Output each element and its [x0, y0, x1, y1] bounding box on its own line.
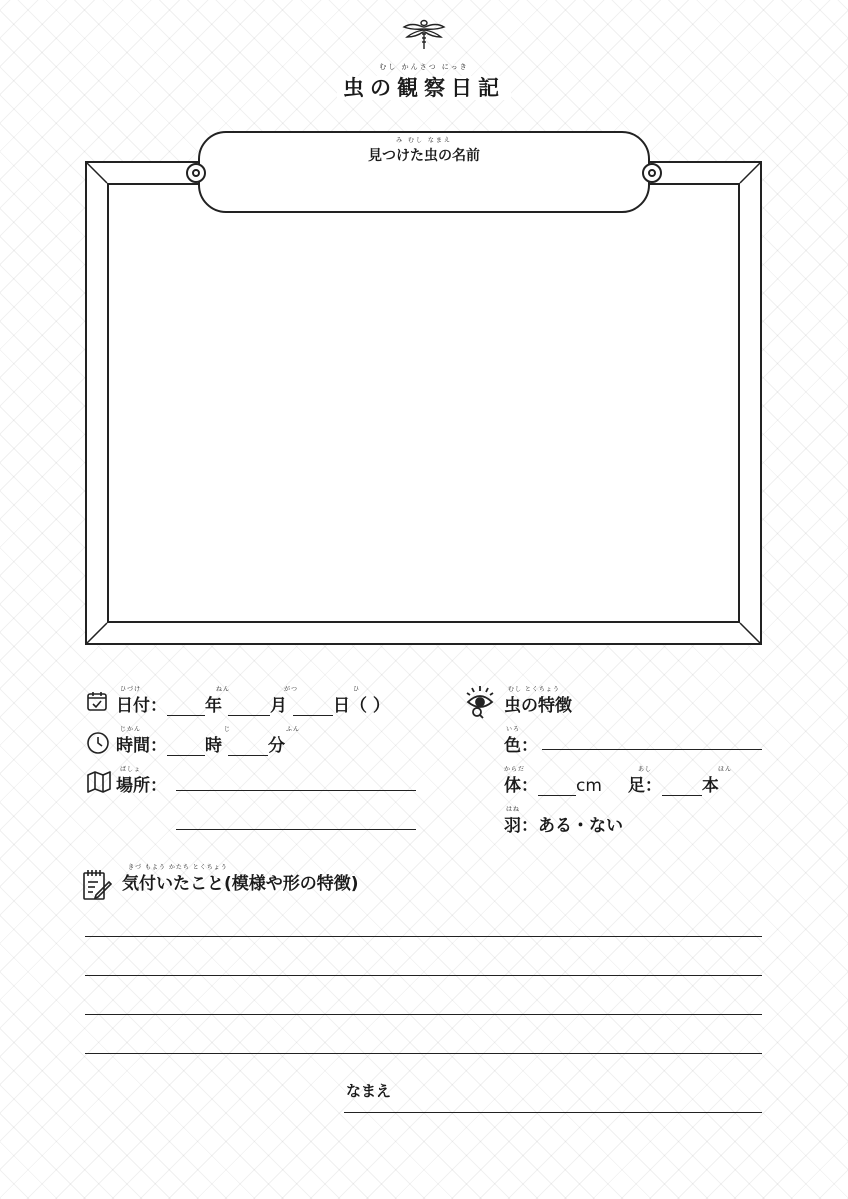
legs-colon: ：: [644, 776, 662, 796]
month-input[interactable]: [228, 697, 270, 716]
hour-input[interactable]: [167, 737, 205, 756]
dragonfly-icon: [402, 18, 446, 50]
legs-unit-ruby: ほん: [718, 766, 733, 773]
notes-ruby: きづ もよう かたち とくちょう: [128, 864, 228, 871]
weekday-parens[interactable]: （ ）: [350, 696, 390, 716]
minute-input[interactable]: [228, 737, 268, 756]
notes-line-2[interactable]: [85, 975, 762, 976]
features-heading: 虫の特徴: [504, 696, 572, 716]
wings-row: [504, 804, 704, 834]
place-input-line-1[interactable]: [176, 790, 416, 791]
frame-bevel: [85, 161, 762, 645]
insect-name-ruby: み むし なまえ: [396, 137, 452, 144]
features-heading-block: [504, 684, 704, 714]
year-ruby: ねん: [216, 686, 231, 693]
wings-line: [504, 811, 623, 836]
color-ruby: いろ: [506, 726, 521, 733]
calendar-icon: [86, 690, 108, 712]
page-title-ruby: むし かんさつ にっき: [379, 63, 469, 71]
time-row: [116, 724, 436, 754]
month-ruby: がつ: [284, 686, 299, 693]
wings-colon: ：: [521, 816, 538, 836]
place-input-line-2[interactable]: [176, 829, 416, 830]
day-label: 日: [333, 696, 350, 716]
year-input[interactable]: [167, 697, 205, 716]
body-legs-row: [504, 764, 764, 794]
time-line: [116, 731, 285, 756]
body-colon: ：: [521, 776, 538, 796]
hour-ruby: じ: [224, 726, 232, 733]
wings-options[interactable]: ある・ない: [538, 816, 623, 836]
color-input-line[interactable]: [542, 749, 762, 750]
notes-heading: 気付いたこと(模様や形の特徴): [122, 874, 359, 894]
features-ruby: むし とくちょう: [508, 686, 560, 693]
time-label: 時間: [116, 736, 150, 756]
wings-label: 羽: [504, 816, 521, 836]
insect-name-plate[interactable]: [198, 131, 650, 213]
notes-line-4[interactable]: [85, 1053, 762, 1054]
place-line: [116, 771, 167, 796]
legs-ruby: あし: [638, 766, 653, 773]
date-line: [116, 691, 390, 716]
color-label: 色: [504, 736, 521, 756]
place-label: 場所: [116, 776, 150, 796]
notes-line-1[interactable]: [85, 936, 762, 937]
insect-name-label: 見つけた虫の名前: [368, 148, 480, 164]
notes-line-3[interactable]: [85, 1014, 762, 1015]
clock-icon: [86, 731, 110, 755]
body-ruby: からだ: [504, 766, 526, 773]
drawing-frame[interactable]: [85, 161, 762, 645]
place-colon: ：: [150, 776, 167, 796]
month-label: 月: [270, 696, 287, 716]
date-row: [116, 684, 436, 714]
place-ruby: ばしょ: [120, 766, 142, 773]
page-title: 虫の観察日記: [337, 76, 511, 100]
date-colon: ：: [150, 696, 167, 716]
signature-input-line[interactable]: [344, 1112, 762, 1113]
minute-ruby: ふん: [286, 726, 301, 733]
day-ruby: ひ: [353, 686, 361, 693]
notes-heading-block: [122, 862, 442, 892]
notepad-pencil-icon: [82, 867, 112, 901]
wings-ruby: はね: [506, 806, 521, 813]
time-colon: ：: [150, 736, 167, 756]
page-title-block: [0, 62, 848, 102]
color-line: [504, 731, 538, 756]
map-icon: [86, 770, 112, 794]
date-ruby: ひづけ: [120, 686, 142, 693]
body-unit: cm: [576, 776, 602, 796]
time-ruby: じかん: [120, 726, 142, 733]
year-label: 年: [205, 696, 222, 716]
legs-label: 足: [627, 776, 645, 796]
day-input[interactable]: [293, 697, 333, 716]
body-label: 体: [504, 776, 521, 796]
legs-unit: 本: [701, 776, 719, 796]
minute-label: 分: [268, 736, 285, 756]
body-legs-line: [504, 771, 719, 796]
hour-label: 時: [205, 736, 222, 756]
signature-label: なまえ: [346, 1082, 392, 1100]
plate-knob-right: [642, 163, 662, 183]
body-length-input[interactable]: [538, 777, 576, 796]
legs-count-input[interactable]: [662, 777, 702, 796]
plate-knob-left: [186, 163, 206, 183]
date-label: 日付: [116, 696, 150, 716]
color-colon: ：: [521, 736, 538, 756]
eye-magnifier-icon: [464, 684, 496, 720]
